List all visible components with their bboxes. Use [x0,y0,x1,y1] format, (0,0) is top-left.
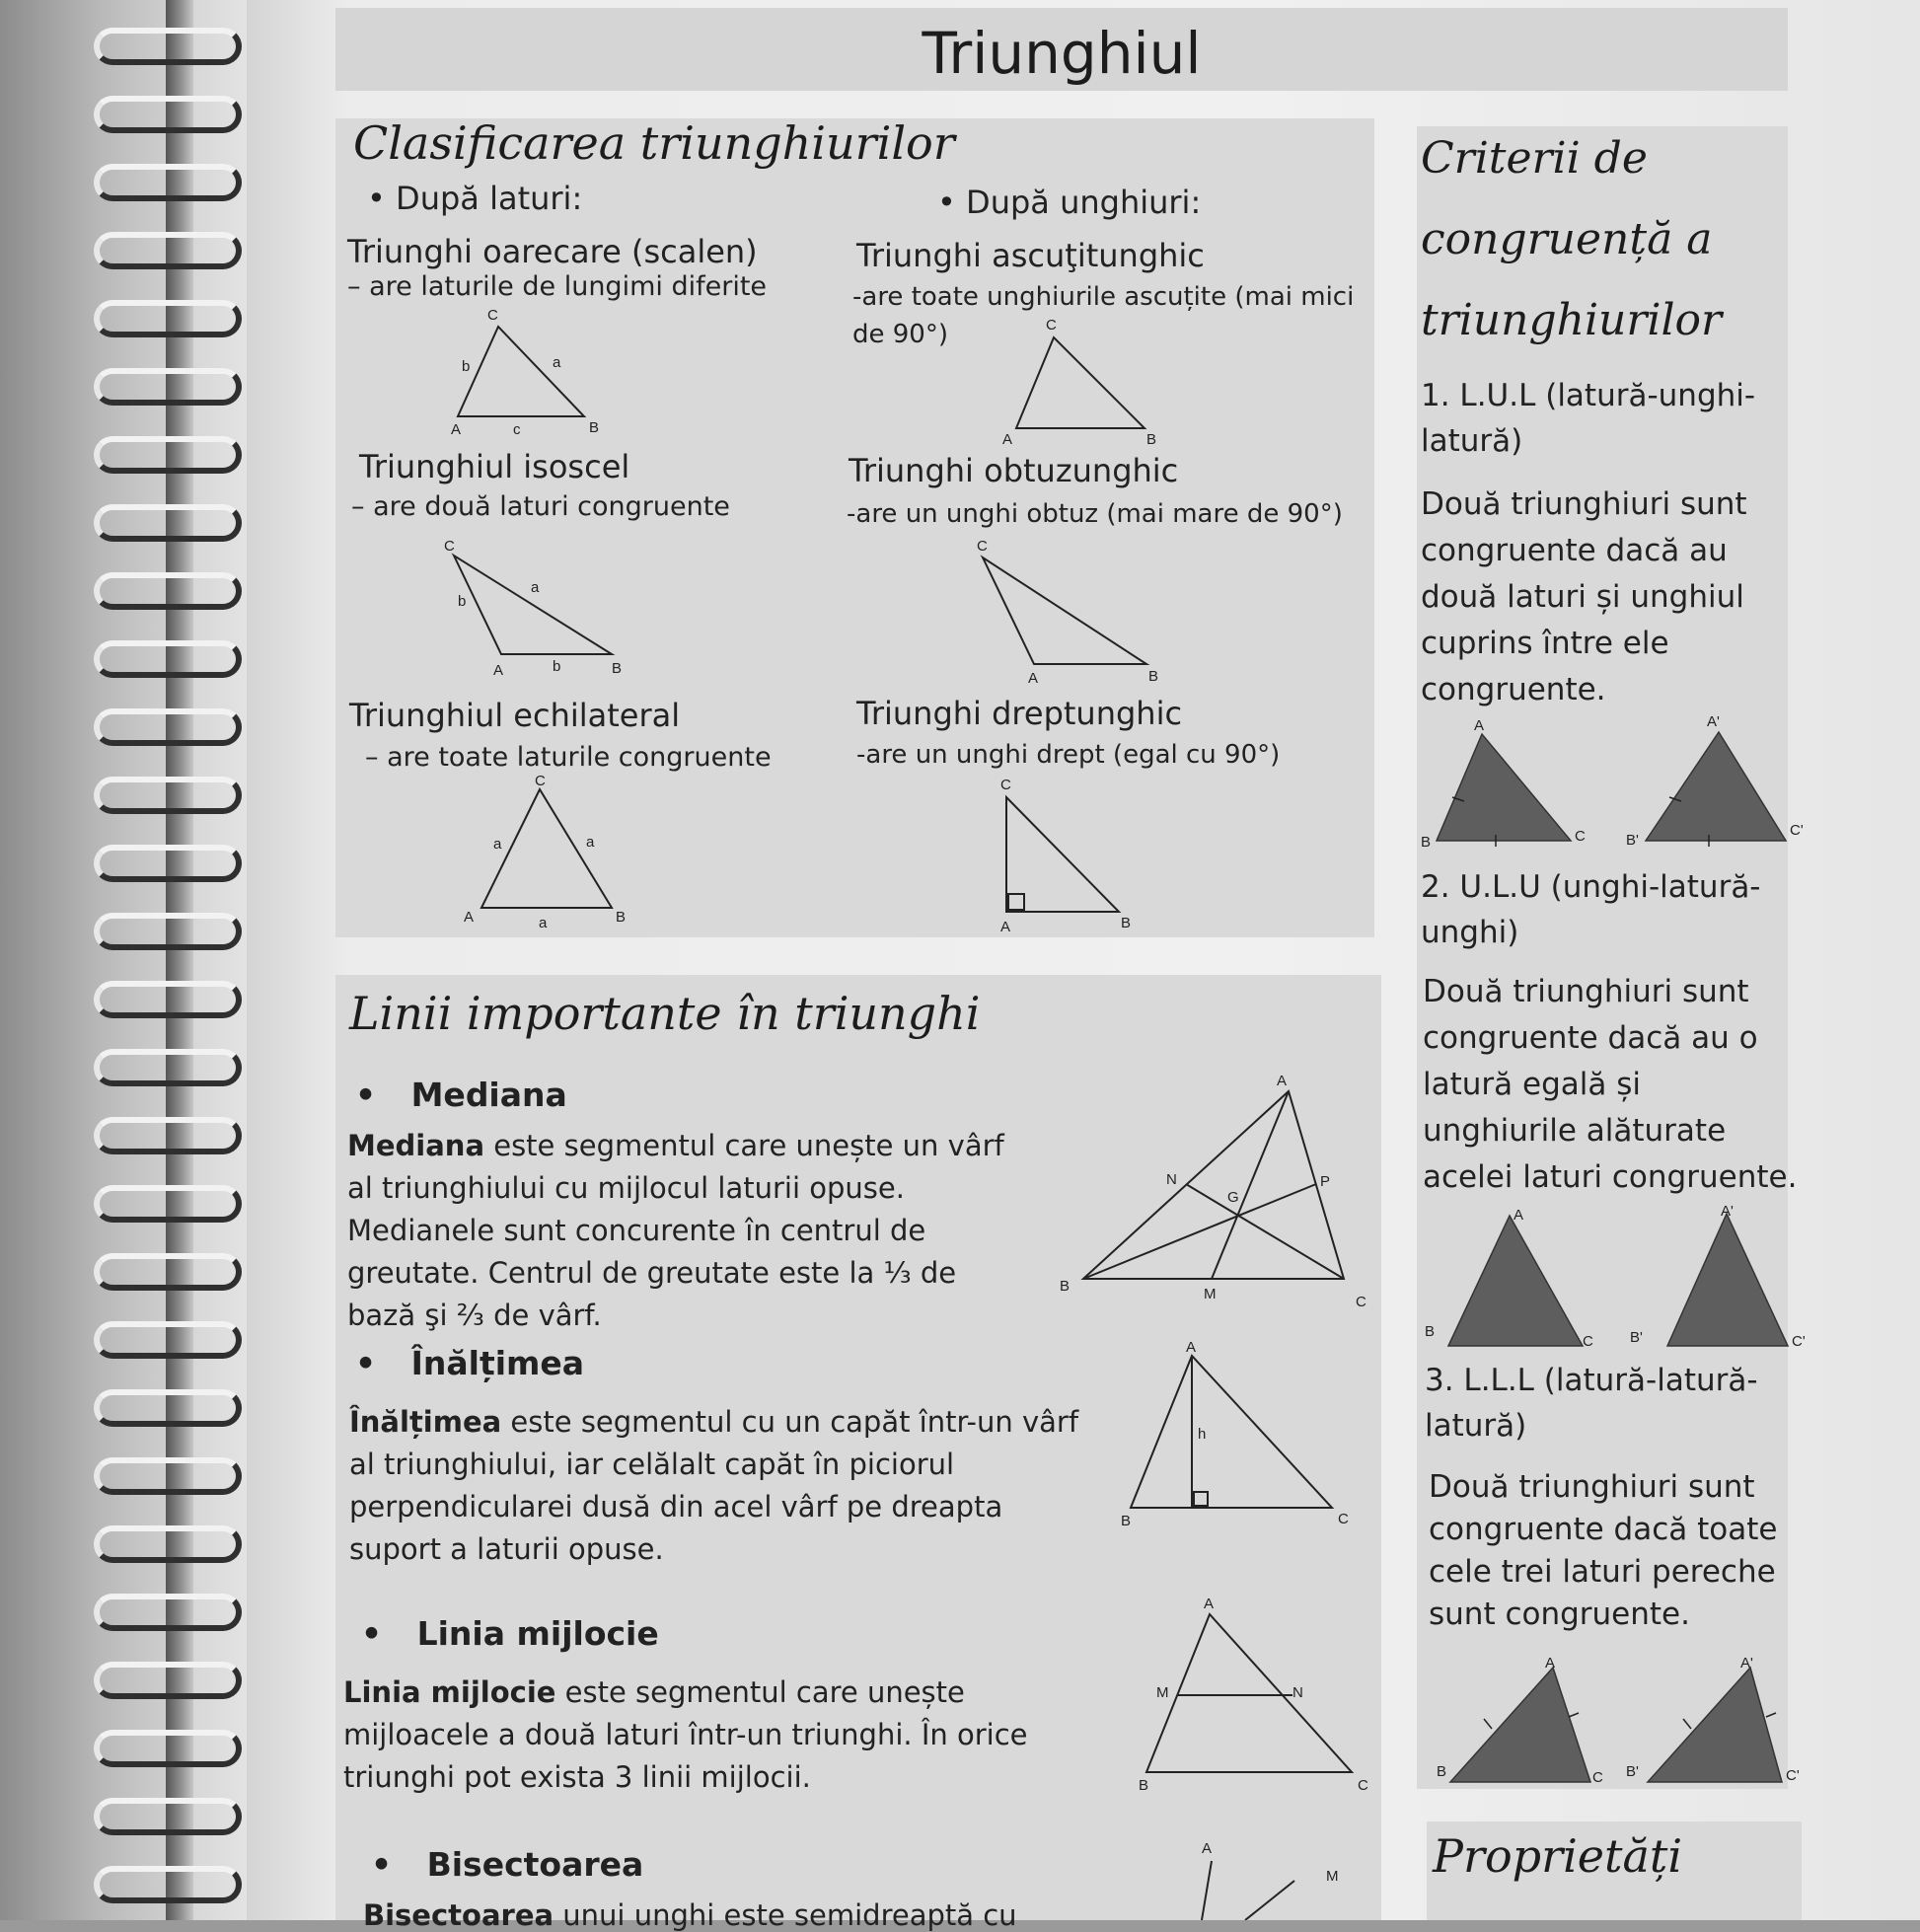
label-M: M [1156,1684,1169,1701]
right-title: Triunghi dreptunghic [856,695,1183,732]
label-C-prime: C' [1792,1333,1806,1350]
label-C: C [1046,317,1057,334]
linia-text: Linia mijlocie este segmentul care unește mijloacele a două laturi într-un triunghi. În orice triunghi pot exista 3 linii mijlocii. [343,1675,1028,1794]
label-A-prime: A' [1707,713,1720,730]
criterion-3-title: 3. L.L.L (latură-latură-latură) [1425,1363,1758,1444]
label-B-prime: B' [1626,1763,1639,1780]
label-C: C [1358,1777,1368,1794]
obtuse-desc: -are un unghi obtuz (mai mare de 90°) [847,499,1343,529]
criteria-heading: Criterii de congruență a triunghiurilor [1421,133,1723,345]
label-B-prime: B' [1626,832,1639,849]
label-C: C [1592,1769,1603,1786]
lines-heading: Linii importante în triunghi [349,987,981,1040]
label-B: B [1139,1777,1149,1794]
label-A: A [1545,1655,1556,1672]
label-A: A [1204,1596,1215,1612]
classification-heading: Clasificarea triunghiurilor [353,116,955,170]
label-C-prime: C' [1786,1767,1800,1784]
label-A: A [1202,1840,1213,1857]
label-C-prime: C' [1790,822,1804,839]
label-B: B [1425,1323,1436,1340]
scalene-desc: – are laturile de lungimi diferite [347,271,768,302]
label-A: A [1277,1073,1288,1089]
label-C: C [444,538,455,555]
label-A: A [464,909,475,926]
label-B: B [1121,915,1132,931]
label-C: C [1575,828,1586,845]
label-B-prime: B' [1630,1329,1643,1346]
criterion-1-title: 1. L.U.L (latură-unghi-latură) [1421,378,1756,459]
label-C: C [535,773,546,789]
label-P: P [1320,1173,1331,1190]
inaltimea-title: • Înălțimea [355,1344,585,1382]
label-C: C [487,307,498,324]
by-sides-label: • După laturi: [367,180,583,217]
label-N: N [1166,1171,1177,1188]
label-C: C [1338,1511,1349,1527]
label-B: B [1060,1278,1071,1295]
by-angles-label: • După unghiuri: [937,184,1202,221]
obtuse-title: Triunghi obtuzunghic [849,452,1179,489]
label-B: B [1437,1763,1447,1780]
label-c: c [513,421,521,438]
label-A: A [1000,919,1011,935]
label-a: a [531,579,540,596]
label-a: a [493,836,502,853]
equilateral-desc: – are toate laturile congruente [365,742,772,773]
label-A: A [1186,1339,1197,1356]
criterion-2-text: Două triunghiuri sunt congruente dacă au o latură egală și unghiurile alăturate acelei laturi congruente. [1423,974,1798,1195]
label-B: B [589,419,600,436]
bisectoarea-title: • Bisectoarea [371,1845,644,1884]
acute-title: Triunghi ascuţitunghic [856,237,1205,274]
mediana-text: Mediana este segmentul care unește un vârf al triunghiului cu mijlocul laturii opuse. Medianele sunt concurente în centrul de greutate. Centrul de greutate este la ⅓ de bază şi ⅔ de vârf. [347,1129,1004,1332]
label-G: G [1227,1189,1239,1206]
criterion-2-title: 2. U.L.U (unghi-latură-unghi) [1421,869,1761,950]
label-B: B [612,660,623,677]
label-A-prime: A' [1721,1203,1734,1220]
label-h: h [1198,1426,1207,1443]
label-A: A [1002,431,1013,448]
label-C: C [1583,1333,1593,1350]
label-N: N [1292,1684,1303,1701]
label-b: b [462,358,471,375]
scalene-title: Triunghi oarecare (scalen) [347,233,758,270]
isosceles-desc: – are două laturi congruente [351,491,730,522]
mediana-title: • Mediana [355,1076,567,1114]
label-C: C [1356,1294,1366,1310]
label-a: a [586,834,595,851]
label-C: C [977,538,988,555]
label-C: C [1000,777,1011,793]
label-A: A [493,662,504,679]
criterion-1-text: Două triunghiuri sunt congruente dacă au două laturi și unghiul cuprins între ele congruente. [1421,486,1747,707]
label-A: A [1474,717,1485,734]
properties-heading: Proprietăți [1433,1829,1683,1883]
label-M: M [1204,1286,1217,1302]
label-B: B [1421,834,1432,851]
label-A: A [451,421,462,438]
label-a: a [539,915,548,931]
label-B: B [1146,431,1157,448]
right-desc: -are un unghi drept (egal cu 90°) [856,740,1281,770]
equilateral-title: Triunghiul echilateral [349,697,681,734]
label-A: A [1514,1207,1524,1224]
label-M: M [1326,1868,1339,1885]
label-B: B [1121,1513,1132,1529]
page-title: Triunghiul [335,8,1788,91]
criterion-3-text: Două triunghiuri sunt congruente dacă toate cele trei laturi pereche sunt congruente. [1429,1469,1778,1632]
linia-title: • Linia mijlocie [361,1614,659,1653]
bisectoarea-text: Bisectoarea unui unghi este semidreaptă cu [363,1898,1017,1932]
acute-desc: -are toate unghiurile ascuțite (mai mici de 90°) [852,282,1355,349]
isosceles-title: Triunghiul isoscel [359,448,630,485]
label-A: A [1028,670,1039,687]
label-a: a [553,354,561,371]
label-b: b [553,658,561,675]
label-B: B [616,909,627,926]
label-B: B [1148,668,1159,685]
label-A-prime: A' [1740,1655,1753,1672]
inaltimea-text: Înălțimea este segmentul cu un capăt într-un vârf al triunghiului, iar celălalt capăt în piciorul perpendicularei dusă din acel vârf pe dreapta suport a laturii opuse. [349,1405,1079,1566]
label-b: b [458,593,467,610]
